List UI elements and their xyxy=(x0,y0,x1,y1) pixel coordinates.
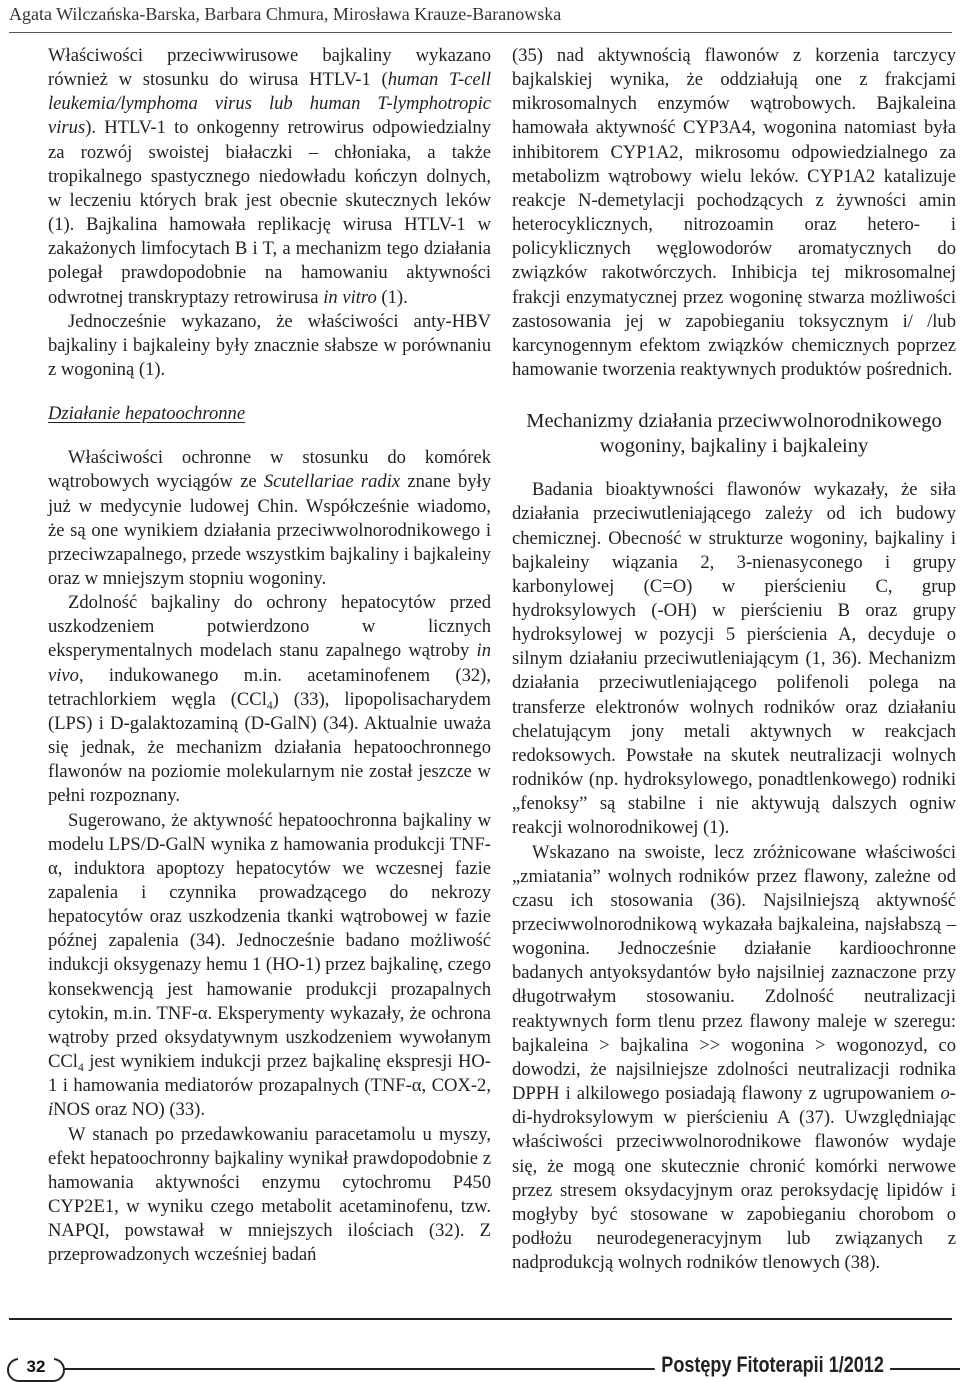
running-head-authors: Agata Wilczańska-Barska, Barbara Chmura, Mirosława Krauze-Baranowska xyxy=(9,4,562,24)
section-title-mechanisms: Mechanizmy działania przeciwwolnorodnikowego wogoniny, bajkaliny i bajkaleiny xyxy=(526,410,942,458)
page-number: 32 xyxy=(18,1357,54,1377)
paragraph-paracetamol: W stanach po przedawkowaniu paracetamolu u myszy, efekt hepatoochronny bajkaliny wynikał prawdopodobnie z hamowania aktywności enzymu cytochromu P450 CYP2E1, w wyniku czego metabolit acetaminofenu, tzw. NAPQI, powstawał w mniejszych ilościach (32). Z przeprowadzonych wcześniej badań xyxy=(48,1123,491,1266)
right-column xyxy=(512,44,956,1275)
paragraph-anti-hbv: Jednocześnie wykazano, że właściwości anty-HBV bajkaliny i bajkaleiny były znacznie słabsze w porównaniu z wogoniną (1). xyxy=(48,310,491,381)
paragraph-bioactivity: Badania bioaktywności flawonów wykazały, że siła działania przeciwutleniającego zależy od ich budowy chemicznej. Obecność w strukturze wogoniny, bajkaliny i bajkaleiny wiązania 2, 3-nienasyconego i grupy karbonylowej (C=O) w pierścieniu C, grup hydroksylowych (-OH) w pierścieniu B oraz grupy hydroksylowej w pozycji 5 pierścienia A, decyduje o silnym działaniu przeciwutleniającym (1, 36). Mechanizm działania przeciwutleniającego polifenoli polega na transferze elektronów wolnych rodników oraz działaniu chelatującym jony metali aktywnych w reakcjach redoksowych. Powstałe na skutek neutralizacji wolnych rodników (np. hydroksylowego, ponadtlenkowego) rodniki „fenoksy” są stabilne i nie aktywują dalszych ogniw reakcji wolnorodnikowej (1). xyxy=(512,479,956,839)
header-rule xyxy=(9,32,952,33)
paragraph-hepatocyte-protection: Zdolność bajkaliny do ochrony hepatocytów przed uszkodzeniem potwierdzono w licznych eksperymentalnych modelach stanu zapalnego wątroby in vivo, indukowanego m.in. acetaminofenem (32), tetrachlorkiem węgla (CCl$_4$) (33), lipopolisacharydem (LPS) i D-galaktozaminą (D-GalN) (34). Aktualnie uważa się jednak, że mechanizm działania hepatoochronnego flawonów na poziomie molekularnym nie został jeszcze w pełni rozpoznany. xyxy=(48,592,491,807)
subheading-hepatoprotective: Działanie hepatoochronne xyxy=(48,403,246,425)
footer-rule xyxy=(9,1318,952,1320)
left-column xyxy=(48,44,491,1268)
paragraph-scavenging: Wskazano na swoiste, lecz zróżnicowane właściwości „zmiatania” wolnych rodników przez flawony, zależne od czasu ich stosowania (36). Najsilniejszą aktywność przeciwwolnorodnikową wykazała bajkaleina, najsłabszą – wogonina. Jednocześnie działanie kardioochronne badanych antyoksydantów było najsilniej zaznaczone przy długotrwałym stosowaniu. Zdolność neutralizacji reaktywnych form tlenu przez flawony maleje w szeregu: bajkaleina > bajkalina >> wogonina > wogonozyd, co dowodzi, że najsilniejsze zdolności neutralizacji rodnika DPPH i alkilowego posiadają flawony z ugrupowaniem o-di-hydroksylowym w pierścieniu A (37). Uwzględniając właściwości przeciwwolnorodnikowe flawonów wydaje się, że mogą one skutecznie chronić komórki nerwowe przez stresem oksydacyjnym oraz peroksydację lipidów i mogłyby być stosowane w zapobieganiu chorobom o podłożu neurodegeneracyjnym lub związanych z nadprodukcją wolnych rodników tlenowych (38). xyxy=(512,841,956,1274)
paragraph-htlv: Właściwości przeciwwirusowe bajkaliny wykazano również w stosunku do wirusa HTLV-1 (human T-cell leukemia/lymphoma virus lub human T-lymphotropic virus). HTLV-1 to onkogenny retrowirus odpowiedzialny za rozwój swoistej białaczki – chłoniaka, a także tropikalnego spastycznego niedowładu kończyn dolnych, w leczeniu których brak jest obecnie skutecznych leków (1). Bajkalina hamowała replikację wirusa HTLV-1 w zakażonych limfocytach B i T, a mechanizm tego działania polegał prawdopodobnie na hamowaniu aktywności odwrotnej transkryptazy retrowirusa in vitro (1). xyxy=(48,45,491,308)
paragraph-lps-galn: Sugerowano, że aktywność hepatoochronna bajkaliny w modelu LPS/D-GalN wynika z hamowania produkcji TNF-α, induktora apoptozy hepatocytów we wczesnej fazie zapalenia i czynnika prowadzącego do nekrozy hepatocytów oraz uszkodzenia tkanki wątrobowej w fazie późnej zapalenia (34). Jednocześnie badano możliwość indukcji oksygenazy hemu 1 (HO-1) przez bajkalinę, czego konsekwencją jest hamowanie produkcji prozapalnych cytokin, m.in. TNF-α. Eksperymenty wykazały, że ochrona wątroby przed oksydatywnym uszkodzeniem wywołanym CCl$_4$ jest wynikiem indukcji przez bajkalinę ekspresji HO-1 i hamowania mediatorów prozapalnych (TNF-α, COX-2, iNOS oraz NO) (33). xyxy=(48,809,491,1121)
paragraph-protective-properties: Właściwości ochronne w stosunku do komórek wątrobowych wyciągów ze Scutellariae radix znane były już w medycynie ludowej Chin. Współcześnie wiadomo, że są one wynikiem działania przeciwwolnorodnikowego i przeciwzapalnego, przede wszystkim bajkaliny i bajkaleiny oraz w mniejszym stopniu wogoniny. xyxy=(48,447,491,589)
paragraph-cyp-enzymes: (35) nad aktywnością flawonów z korzenia tarczycy bajkalskiej wynika, że oddziałują one z frakcjami mikrosomalnych enzymów wątrobowych. Bajkaleina hamowała aktywność CYP3A4, wogonina natomiast była inhibitorem CYP1A2, mikrosomu odpowiedzialnego za metabolizm wątrobowy wielu leków. CYP1A2 katalizuje reakcje N-demetylacji pochodzących z żywności amin heterocyklicznych, nitrozoamin oraz hetero- i policyklicznych węglowodorów aromatycznych do związków rakotwórczych. Inhibicja tej mikrosomalnej frakcji enzymatycznej przez wogoninę stwarza możliwości zastosowania jej w zapobieganiu toksycznym i/ /lub karcynogennym efektom związków chemicznych poprzez hamowanie tworzenia reaktywnych produktów pośrednich. xyxy=(512,45,956,381)
journal-title: Postępy Fitoterapii 1/2012 xyxy=(654,1352,890,1378)
